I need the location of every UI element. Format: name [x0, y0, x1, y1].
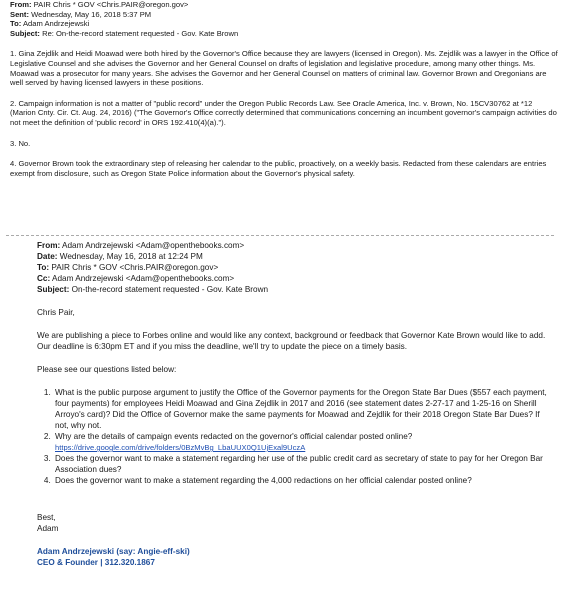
- from-label: From:: [37, 241, 61, 250]
- reply-paragraph-1: 1. Gina Zejdlik and Heidi Moawad were both hired by the Governor's Office because they are lawyers (licensed in Oregon). Ms. Zejdlik was a lawyer in the Office of Legislative Counsel and she advises the Governor and her General Counsel on drafts of legislation and legislative procedure, among many other things. Ms. Moawad was a prosecutor for many years. She advises the Governor and her General Counsel on matters of criminal law. Governor Brown and Oregonians are well served by having licensed lawyers in these positions.: [10, 49, 558, 88]
- reply-paragraph-2: 2. Campaign information is not a matter of "public record" under the Oregon Public Records Law. See Oracle America, Inc. v. Brown, No. 15CV30762 at *12 (Marion Cnty. Cir. Ct. Aug. 24, 2016) ("The Governor's Office correctly determined that communications concerning an incumbent governor's campaign activities do not meet the definition of 'public record' in ORS 192.410(4)(a).").: [10, 98, 557, 127]
- subject-label: Subject:: [37, 285, 70, 294]
- cc-label: Cc:: [37, 274, 51, 283]
- reply-paragraph-4: 4. Governor Brown took the extraordinary step of releasing her calendar to the public, proactively, on a weekly basis. Redacted from these calendars are entries exempt from disclosure, such as Oregon State Police information about the Governor's physical safety.: [10, 159, 547, 178]
- drive-folder-link[interactable]: https://drive.google.com/drive/folders/0BzMvBg_LbaUUX0Q1UjExal9UczA: [55, 443, 306, 452]
- reply-to-row: [10, 19, 558, 29]
- to-value: PAIR Chris * GOV <Chris.PAIR@oregon.gov>: [51, 263, 219, 272]
- signature-name: Adam Andrzejewski (say: Angie-eff-ski): [37, 547, 190, 556]
- reply-sent-row: [10, 10, 558, 20]
- questions-intro: Please see our questions listed below:: [37, 365, 177, 374]
- closing-name: Adam: [37, 524, 59, 533]
- original-email: [37, 240, 552, 568]
- question-item: [53, 431, 552, 453]
- reply-paragraph-3: 3. No.: [10, 138, 31, 148]
- original-from-row: [37, 240, 552, 251]
- reply-from-row: [10, 0, 558, 10]
- reply-subject-row: [10, 29, 558, 39]
- question-item: 4. Does the governor want to make a statement regarding the 4,000 redactions on her official calendar posted online?: [53, 475, 552, 486]
- original-cc-row: [37, 273, 552, 284]
- sent-value: Wednesday, May 16, 2018 5:37 PM: [31, 9, 152, 19]
- to-label: To:: [37, 263, 50, 272]
- signature-title: CEO & Founder | 312.320.1867: [37, 558, 155, 567]
- from-label: From:: [10, 0, 32, 9]
- questions-list: [37, 387, 552, 486]
- intro-paragraph: We are publishing a piece to Forbes online and would like any context, background or feedback that Governor Kate Brown would like to add. Our deadline is 6:30pm ET and if you miss the deadline, we'll try to update the piece on a timely basis.: [37, 331, 546, 351]
- email-divider: [6, 235, 554, 236]
- subject-value: On-the-record statement requested - Gov. Kate Brown: [71, 285, 269, 294]
- original-subject-row: [37, 284, 552, 295]
- original-date-row: [37, 251, 552, 262]
- from-value: PAIR Chris * GOV <Chris.PAIR@oregon.gov>: [33, 0, 189, 9]
- reply-email: [10, 0, 558, 178]
- to-value: Adam Andrzejewski: [22, 19, 90, 29]
- question-item: 3. Does the governor want to make a statement regarding her use of the public credit card as secretary of state to pay for her Oregon Bar Association dues?: [53, 453, 552, 475]
- date-label: Date:: [37, 252, 58, 261]
- cc-value: Adam Andrzejewski <Adam@openthebooks.com>: [52, 274, 235, 283]
- subject-value: Re: On-the-record statement requested - Gov. Kate Brown: [42, 28, 239, 38]
- question-text: Why are the details of campaign events redacted on the governor's official calendar posted online?: [55, 432, 413, 441]
- subject-label: Subject:: [10, 28, 40, 38]
- original-to-row: [37, 262, 552, 273]
- question-item: 1. What is the public purpose argument to justify the Office of the Governor payments for the Oregon State Bar Dues ($557 each payment, four payments) for employees Heidi Moawad and Gina Zejdlik in 2017 and 2016 (see statement dates 2-27-17 and 1-25-16 on Sherill Arroyo's card)? Did the Office of Governor make the same payments for Moawad and Zejdlik for their 2018 Oregon State Bar Dues? If not, why not.: [53, 387, 552, 431]
- sent-label: Sent:: [10, 9, 29, 19]
- to-label: To:: [10, 19, 22, 29]
- closing: Best,: [37, 513, 56, 522]
- date-value: Wednesday, May 16, 2018 at 12:24 PM: [59, 252, 203, 261]
- from-value: Adam Andrzejewski <Adam@openthebooks.com>: [62, 241, 245, 250]
- greeting: Chris Pair,: [37, 308, 75, 317]
